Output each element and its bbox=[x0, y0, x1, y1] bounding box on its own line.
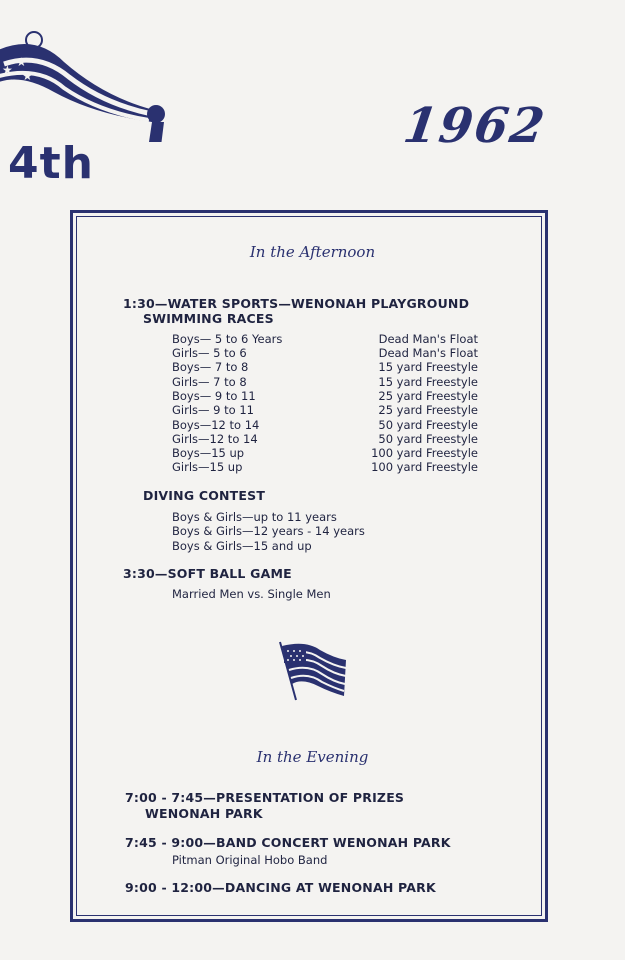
afternoon-title: In the Afternoon bbox=[249, 243, 376, 261]
race-event: 50 yard Freestyle bbox=[378, 432, 478, 446]
race-group: Girls—15 up bbox=[172, 460, 243, 474]
race-group: Girls— 7 to 8 bbox=[172, 375, 247, 389]
evening-title: In the Evening bbox=[256, 748, 369, 766]
race-event: 25 yard Freestyle bbox=[378, 389, 478, 403]
diving-group: Boys & Girls—12 years - 14 years bbox=[172, 524, 365, 538]
svg-text:★: ★ bbox=[2, 63, 13, 77]
softball-heading: 3:30—SOFT BALL GAME bbox=[123, 566, 292, 581]
race-event: 25 yard Freestyle bbox=[378, 403, 478, 417]
fourth-banner-text: 4th bbox=[8, 138, 94, 189]
svg-text:★: ★ bbox=[16, 55, 27, 69]
race-event: 15 yard Freestyle bbox=[378, 360, 478, 374]
dancing-heading: 9:00 - 12:00—DANCING AT WENONAH PARK bbox=[125, 880, 436, 895]
race-event: 100 yard Freestyle bbox=[371, 460, 478, 474]
race-group: Boys— 9 to 11 bbox=[172, 389, 256, 403]
diving-group: Boys & Girls—15 and up bbox=[172, 539, 312, 553]
race-group: Boys— 7 to 8 bbox=[172, 360, 249, 374]
diving-contest-heading: DIVING CONTEST bbox=[143, 488, 266, 503]
svg-text:★: ★ bbox=[6, 77, 17, 91]
race-event: 50 yard Freestyle bbox=[378, 418, 478, 432]
svg-text:★: ★ bbox=[22, 69, 33, 83]
softball-detail: Married Men vs. Single Men bbox=[172, 587, 331, 601]
race-group: Boys—12 to 14 bbox=[172, 418, 260, 432]
race-event: 15 yard Freestyle bbox=[378, 375, 478, 389]
race-event: 100 yard Freestyle bbox=[371, 446, 478, 460]
concert-detail: Pitman Original Hobo Band bbox=[172, 853, 328, 867]
water-sports-heading: 1:30—WATER SPORTS—WENONAH PLAYGROUND bbox=[123, 296, 470, 311]
race-event: Dead Man's Float bbox=[378, 346, 478, 360]
race-group: Girls— 9 to 11 bbox=[172, 403, 254, 417]
concert-heading: 7:45 - 9:00—BAND CONCERT WENONAH PARK bbox=[125, 835, 451, 850]
flag-bunting-icon bbox=[0, 22, 194, 142]
swimming-races-heading: SWIMMING RACES bbox=[143, 311, 274, 326]
diving-group: Boys & Girls—up to 11 years bbox=[172, 510, 337, 524]
race-group: Girls—12 to 14 bbox=[172, 432, 258, 446]
race-group: Boys—15 up bbox=[172, 446, 245, 460]
american-flag-icon bbox=[276, 640, 348, 702]
race-group: Girls— 5 to 6 bbox=[172, 346, 247, 360]
prizes-location: WENONAH PARK bbox=[145, 806, 263, 821]
race-event: Dead Man's Float bbox=[378, 332, 478, 346]
prizes-heading: 7:00 - 7:45—PRESENTATION OF PRIZES bbox=[125, 790, 405, 805]
race-group: Boys— 5 to 6 Years bbox=[172, 332, 283, 346]
year-title: 1962 bbox=[400, 98, 550, 154]
